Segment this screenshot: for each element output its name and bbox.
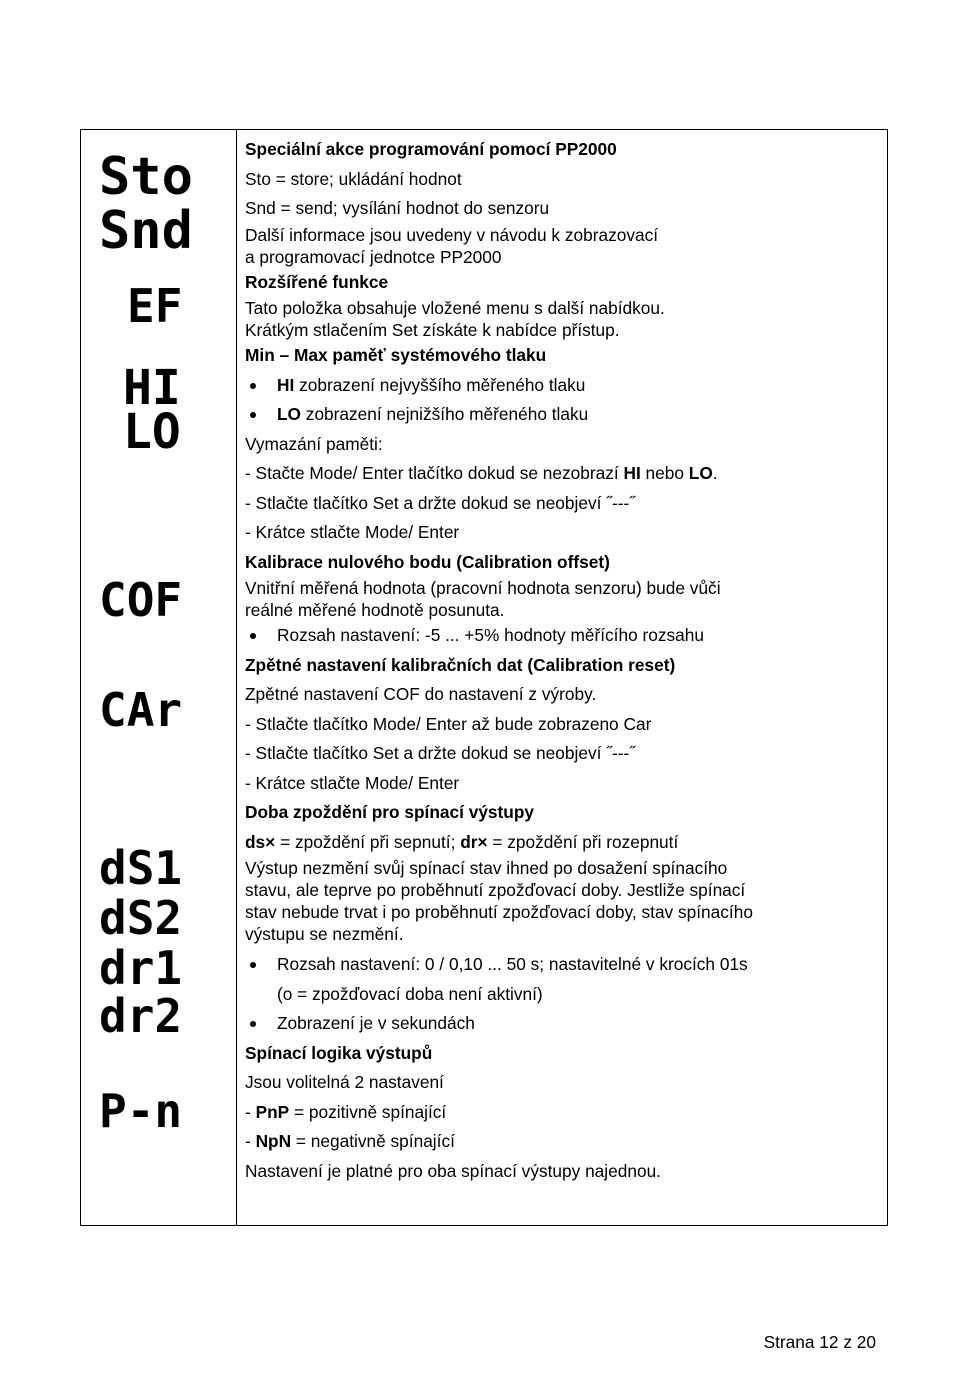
descriptions: [245, 135, 865, 1186]
text-line: výstupu se nezmění.: [245, 924, 404, 944]
display-text-ds2: dS2: [99, 891, 183, 945]
text-line: a programovací jednotce PP2000: [245, 246, 502, 267]
text-line: - Stlačte tlačítko Set a držte dokud se neobjeví ˝---˝: [245, 743, 635, 763]
text-span: nebo: [640, 463, 689, 483]
section-title-sto: Speciální akce programování pomocí PP2000: [245, 139, 617, 159]
display-text-snd: Snd: [99, 201, 193, 253]
display-p-n: [99, 1087, 209, 1137]
text-span: = negativně spínající: [291, 1131, 455, 1151]
section-title-hilo: Min – Max paměť systémového tlaku: [245, 345, 547, 365]
display-ds-dr: [99, 842, 209, 1037]
text-span: = pozitivně spínající: [289, 1101, 447, 1122]
key-hi: HI: [623, 463, 641, 483]
content-table: [80, 129, 888, 1226]
page-number: Strana 12 z 20: [763, 1332, 876, 1352]
key-lo: LO: [688, 463, 713, 483]
section-title-ef: Rozšířené funkce: [245, 271, 389, 292]
display-text-lo: LO: [123, 404, 181, 452]
text-span: = zpoždění při sepnutí;: [275, 831, 461, 852]
text-line: Vnitřní měřená hodnota (pracovní hodnota senzoru) bude vůči: [245, 578, 721, 598]
text-line: [245, 1098, 865, 1128]
display-text-dr1: dr1: [99, 941, 183, 995]
display-text-sto: Sto: [99, 148, 193, 207]
text-line: - Krátce stlačte Mode/ Enter: [245, 522, 460, 542]
text-line: Krátkým stlačením Set získáte k nabídce přístup.: [245, 320, 620, 340]
text-line: Jsou volitelná 2 nastavení: [245, 1072, 444, 1092]
display-text-ds1: dS1: [99, 842, 183, 895]
text-line: Další informace jsou uvedeny v návodu k zobrazovací: [245, 224, 659, 245]
section-title-pn: Spínací logika výstupů: [245, 1042, 433, 1063]
bullet-text: zobrazení nejnižšího měřeného tlaku: [301, 404, 589, 424]
bullet-item: [245, 400, 865, 430]
bullet-item: Rozsah nastavení: -5 ... +5% hodnoty měřícího rozsahu: [245, 621, 865, 651]
key-npn: NpN: [255, 1131, 292, 1151]
key-pnp: PnP: [255, 1101, 290, 1122]
display-text-pn: P-n: [99, 1087, 183, 1137]
text-line: reálné měřené hodnotě posunuta.: [245, 600, 505, 620]
text-span: = zpoždění při rozepnutí: [487, 831, 679, 852]
section-title-cof: Kalibrace nulového bodu (Calibration offset): [245, 551, 610, 572]
display-hi-lo: [99, 362, 209, 452]
text-line: [245, 828, 865, 858]
text-line: - Krátce stlačte Mode/ Enter: [245, 772, 460, 793]
text-span: -: [245, 1101, 256, 1122]
column-divider: [236, 130, 237, 1225]
bullet-key: LO: [277, 404, 301, 424]
bullet-item: [245, 371, 865, 401]
text-line: - Stlačte tlačítko Mode/ Enter až bude zobrazeno Car: [245, 713, 652, 734]
text-line: [245, 1127, 865, 1157]
text-line: Zpětné nastavení COF do nastavení z výroby.: [245, 684, 597, 704]
display-ef: [99, 282, 209, 332]
text-line: stavu, ale teprve po proběhnutí zpožďovací doby. Jestliže spínací: [245, 880, 746, 900]
bullet-continuation: (o = zpožďovací doba není aktivní): [277, 983, 543, 1004]
bullet-item: Zobrazení je v sekundách: [245, 1009, 865, 1039]
key-ds: ds×: [245, 831, 276, 852]
key-dr: dr×: [460, 831, 488, 852]
text-line: Výstup nezmění svůj spínací stav ihned po dosažení spínacího: [245, 858, 728, 878]
text-line: Tato položka obsahuje vložené menu s další nabídkou.: [245, 298, 665, 318]
text-span: .: [712, 463, 718, 483]
display-text-car: CAr: [99, 686, 183, 736]
display-text-hi: HI: [123, 362, 181, 416]
display-sto-snd: [99, 148, 209, 253]
display-cof: [99, 576, 209, 626]
section-title-car: Zpětné nastavení kalibračních dat (Calibration reset): [245, 654, 676, 675]
section-title-ds: Doba zpoždění pro spínací výstupy: [245, 802, 535, 822]
text-line: Snd = send; vysílání hodnot do senzoru: [245, 198, 550, 218]
bullet-text: zobrazení nejvyššího měřeného tlaku: [294, 374, 586, 395]
text-line: [245, 459, 865, 489]
display-car: [99, 686, 209, 736]
text-line: - Stlačte tlačítko Set a držte dokud se neobjeví ˝---˝: [245, 492, 635, 513]
display-text-cof: COF: [99, 576, 183, 626]
text-span: - Stačte Mode/ Enter tlačítko dokud se nezobrazí: [245, 463, 624, 483]
bullet-key: HI: [277, 374, 295, 395]
display-text-dr2: dr2: [99, 989, 183, 1037]
text-line: Nastavení je platné pro oba spínací výstupy najednou.: [245, 1160, 661, 1181]
bullet-item: Rozsah nastavení: 0 / 0,10 ... 50 s; nastavitelné v krocích 01s: [245, 950, 865, 980]
text-line: Vymazání paměti:: [245, 433, 383, 454]
text-span: -: [245, 1131, 256, 1151]
text-line: stav nebude trvat i po proběhnutí zpožďovací doby, stav spínacího: [245, 902, 753, 922]
text-line: Sto = store; ukládání hodnot: [245, 168, 462, 189]
display-text-ef: EF: [127, 282, 183, 332]
